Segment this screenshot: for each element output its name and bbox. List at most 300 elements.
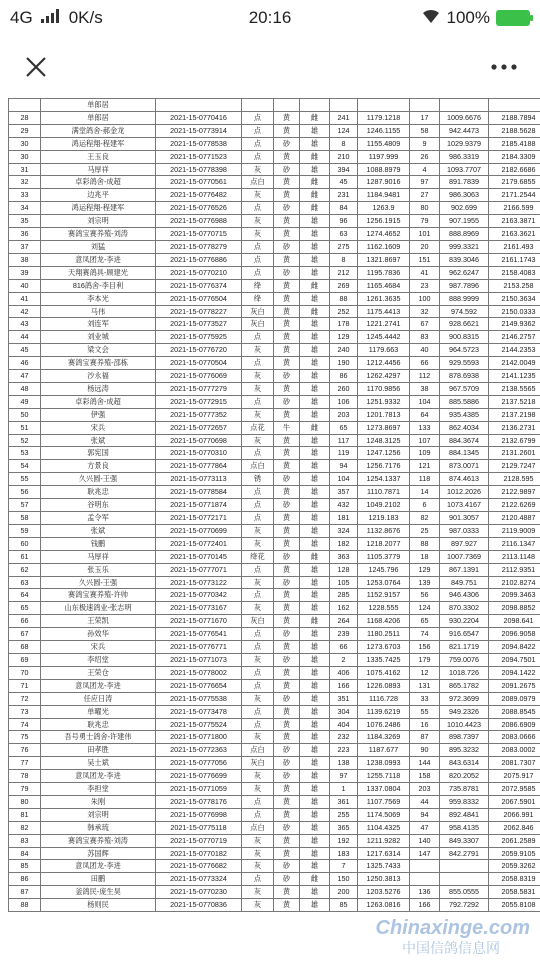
table-cell: 2021-15-0778227 bbox=[156, 305, 242, 318]
table-cell: 杨远涛 bbox=[41, 382, 156, 395]
table-row bbox=[9, 124, 540, 137]
table-cell: 王荣仓 bbox=[41, 666, 156, 679]
table-cell: 黄 bbox=[274, 834, 300, 847]
table-cell: 48 bbox=[9, 382, 41, 395]
table-cell: 874.4613 bbox=[440, 473, 489, 486]
table-cell: 1261.3635 bbox=[358, 292, 410, 305]
table-row bbox=[9, 357, 540, 370]
table-cell: 2021-15-0772657 bbox=[156, 421, 242, 434]
table-cell: 雄 bbox=[300, 344, 330, 357]
table-cell: 满堂鸽舍-郝金龙 bbox=[41, 124, 156, 137]
table-cell: 285 bbox=[330, 589, 358, 602]
table-cell: 136 bbox=[410, 886, 440, 899]
table-cell: 黄 bbox=[274, 615, 300, 628]
table-cell: 2083.0002 bbox=[489, 744, 540, 757]
table-cell: 1116.728 bbox=[358, 692, 410, 705]
table-cell: 雄 bbox=[300, 783, 330, 796]
table-cell: 2188.5628 bbox=[489, 124, 540, 137]
table-cell: 2021-15-0777279 bbox=[156, 382, 242, 395]
table-cell: 2067.5901 bbox=[489, 795, 540, 808]
table-cell: 砂 bbox=[274, 744, 300, 757]
table-cell: 2141.1235 bbox=[489, 370, 540, 383]
table-cell: 点白 bbox=[242, 821, 274, 834]
table-cell: 2021-15-0778176 bbox=[156, 795, 242, 808]
table-cell: 986.3063 bbox=[440, 189, 489, 202]
table-cell: 96 bbox=[330, 215, 358, 228]
table-cell: 雄 bbox=[300, 434, 330, 447]
table-cell: 43 bbox=[9, 318, 41, 331]
table-cell: 2021-15-0776886 bbox=[156, 253, 242, 266]
table-cell: 1179.1218 bbox=[358, 111, 410, 124]
table-cell: 鸿运程翔-程建军 bbox=[41, 202, 156, 215]
table-cell: 1132.8676 bbox=[358, 524, 410, 537]
table-cell: 1165.4684 bbox=[358, 279, 410, 292]
table-cell: 黄 bbox=[274, 589, 300, 602]
table-cell: 190 bbox=[330, 357, 358, 370]
table-row bbox=[9, 279, 540, 292]
table-cell: 2142.0049 bbox=[489, 357, 540, 370]
table-cell: 2021-15-0776699 bbox=[156, 770, 242, 783]
table-cell: 边兆平 bbox=[41, 189, 156, 202]
table-cell: 949.2326 bbox=[440, 705, 489, 718]
table-cell: 雄 bbox=[300, 331, 330, 344]
table-cell: 75 bbox=[9, 731, 41, 744]
table-cell: 砂 bbox=[274, 692, 300, 705]
table-cell: 20 bbox=[410, 240, 440, 253]
nav-bar bbox=[0, 36, 540, 98]
table-cell: 82 bbox=[9, 821, 41, 834]
table-cell: 97 bbox=[330, 770, 358, 783]
table-cell: 2146.2757 bbox=[489, 331, 540, 344]
table-cell: 点 bbox=[242, 331, 274, 344]
table-cell: 144 bbox=[410, 757, 440, 770]
table-cell: 53 bbox=[9, 447, 41, 460]
table-cell: 灰 bbox=[242, 524, 274, 537]
table-cell: 2185.4188 bbox=[489, 137, 540, 150]
table-cell: 2021-15-0770504 bbox=[156, 357, 242, 370]
table-cell: 2021-15-0775524 bbox=[156, 718, 242, 731]
table-cell: 50 bbox=[9, 408, 41, 421]
table-cell: 849.751 bbox=[440, 576, 489, 589]
table-cell: 马伟 bbox=[41, 305, 156, 318]
table-cell: 梁文会 bbox=[41, 344, 156, 357]
table-cell: 灰 bbox=[242, 731, 274, 744]
table-cell: 黄 bbox=[274, 886, 300, 899]
table-cell: 张玉乐 bbox=[41, 563, 156, 576]
table-cell: 59 bbox=[9, 524, 41, 537]
table-cell: 51 bbox=[9, 421, 41, 434]
table-cell: 雄 bbox=[300, 679, 330, 692]
table-cell: 105 bbox=[330, 576, 358, 589]
table-row bbox=[9, 344, 540, 357]
table-cell: 1075.4162 bbox=[358, 666, 410, 679]
table-row bbox=[9, 486, 540, 499]
table-cell: 12 bbox=[410, 666, 440, 679]
table-cell: 9 bbox=[410, 137, 440, 150]
results-image[interactable] bbox=[0, 98, 540, 960]
table-cell: 85 bbox=[330, 899, 358, 912]
table-cell: 80 bbox=[9, 795, 41, 808]
table-cell: 843.6314 bbox=[440, 757, 489, 770]
table-cell: 63 bbox=[330, 228, 358, 241]
table-cell: 901.3057 bbox=[440, 512, 489, 525]
table-cell: 雄 bbox=[300, 266, 330, 279]
table-cell: 1009.6676 bbox=[440, 111, 489, 124]
table-cell: 394 bbox=[330, 163, 358, 176]
table-cell: 999.3321 bbox=[440, 240, 489, 253]
table-cell: 2021-15-0778279 bbox=[156, 240, 242, 253]
table-cell: 砂 bbox=[274, 757, 300, 770]
table-cell: 雄 bbox=[300, 240, 330, 253]
table-cell: 74 bbox=[9, 718, 41, 731]
table-cell: 单郎居 bbox=[41, 99, 156, 112]
table-cell: 2094.1422 bbox=[489, 666, 540, 679]
table-cell: 873.0071 bbox=[440, 460, 489, 473]
network-label: 4G bbox=[10, 8, 33, 27]
table-cell: 2021-15-0777352 bbox=[156, 408, 242, 421]
table-cell: 2021-15-0776526 bbox=[156, 202, 242, 215]
table-cell: 1248.3125 bbox=[358, 434, 410, 447]
table-cell: 129 bbox=[330, 331, 358, 344]
table-cell: 65 bbox=[410, 615, 440, 628]
table-cell: 2058.5831 bbox=[489, 886, 540, 899]
table-cell: 黄 bbox=[274, 718, 300, 731]
table-cell: 点 bbox=[242, 589, 274, 602]
table-cell: 40 bbox=[9, 279, 41, 292]
table-cell: 雌 bbox=[300, 550, 330, 563]
table-cell: 黄 bbox=[274, 331, 300, 344]
table-cell: 1155.4809 bbox=[358, 137, 410, 150]
table-cell: 166 bbox=[330, 679, 358, 692]
table-cell: 点 bbox=[242, 111, 274, 124]
table-cell: 104 bbox=[330, 473, 358, 486]
table-cell: 260 bbox=[330, 382, 358, 395]
table-row bbox=[9, 240, 540, 253]
table-cell: 2098.641 bbox=[489, 615, 540, 628]
table-cell: 2171.2544 bbox=[489, 189, 540, 202]
table-cell: 王荣凯 bbox=[41, 615, 156, 628]
table-cell: 黄 bbox=[274, 344, 300, 357]
table-cell: 64 bbox=[9, 589, 41, 602]
table-cell: 点白 bbox=[242, 460, 274, 473]
table-cell: 2099.3463 bbox=[489, 589, 540, 602]
table-cell: 1273.6703 bbox=[358, 641, 410, 654]
battery-icon bbox=[496, 10, 530, 26]
table-row bbox=[9, 266, 540, 279]
table-cell: 2021-15-0776771 bbox=[156, 641, 242, 654]
table-cell: 雄 bbox=[300, 576, 330, 589]
table-cell: 黄 bbox=[274, 447, 300, 460]
table-cell: 釜鸽民-庞生昊 bbox=[41, 886, 156, 899]
table-cell: 刘连军 bbox=[41, 318, 156, 331]
table-cell: 37 bbox=[9, 240, 41, 253]
table-cell: 绛 bbox=[242, 279, 274, 292]
table-cell: 宋兵 bbox=[41, 641, 156, 654]
table-cell: 雄 bbox=[300, 705, 330, 718]
table-cell: 842.2791 bbox=[440, 847, 489, 860]
table-cell: 吴士斌 bbox=[41, 757, 156, 770]
table-cell: 绛 bbox=[242, 292, 274, 305]
table-cell: 雌 bbox=[300, 305, 330, 318]
table-cell: 任应日涛 bbox=[41, 692, 156, 705]
table-cell: 沙永福 bbox=[41, 370, 156, 383]
table-cell: 灰 bbox=[242, 692, 274, 705]
table-cell: 砂 bbox=[274, 628, 300, 641]
table-cell: 2021-15-0773527 bbox=[156, 318, 242, 331]
table-cell: 275 bbox=[330, 240, 358, 253]
table-cell: 855.0555 bbox=[440, 886, 489, 899]
table-cell: 7 bbox=[330, 860, 358, 873]
table-cell: 38 bbox=[410, 382, 440, 395]
table-cell: 29 bbox=[9, 124, 41, 137]
table-cell: 雄 bbox=[300, 847, 330, 860]
table-cell: 灰 bbox=[242, 344, 274, 357]
table-cell: 156 bbox=[410, 641, 440, 654]
table-cell: 150 bbox=[330, 873, 358, 886]
table-cell: 179 bbox=[410, 653, 440, 666]
table-cell: 946.4306 bbox=[440, 589, 489, 602]
table-cell: 1256.7176 bbox=[358, 460, 410, 473]
table-cell: 94 bbox=[330, 460, 358, 473]
table-cell: 2091.2675 bbox=[489, 679, 540, 692]
table-cell: 点 bbox=[242, 795, 274, 808]
table-cell: 2021-15-0770210 bbox=[156, 266, 242, 279]
table-cell: 赛鸽宝赛养殖-许帅 bbox=[41, 589, 156, 602]
table-cell: 959.8332 bbox=[440, 795, 489, 808]
table-cell: 黄 bbox=[274, 357, 300, 370]
table-cell: 2119.9009 bbox=[489, 524, 540, 537]
table-cell: 赛鸽宝赛养殖-刘涛 bbox=[41, 834, 156, 847]
table-cell: 68 bbox=[9, 641, 41, 654]
table-row bbox=[9, 718, 540, 731]
table-cell: 74 bbox=[410, 628, 440, 641]
table-cell: 87 bbox=[9, 886, 41, 899]
table-cell: 76 bbox=[9, 744, 41, 757]
table-row bbox=[9, 705, 540, 718]
more-button[interactable] bbox=[484, 47, 524, 87]
table-cell: 816鸽舍-李目利 bbox=[41, 279, 156, 292]
table-cell: 2021-15-0770719 bbox=[156, 834, 242, 847]
table-cell: 张斌 bbox=[41, 434, 156, 447]
table-cell: 耿兆忠 bbox=[41, 486, 156, 499]
table-cell: 雄 bbox=[300, 124, 330, 137]
table-cell: 200 bbox=[330, 886, 358, 899]
table-cell: 33 bbox=[410, 692, 440, 705]
table-cell bbox=[440, 860, 489, 873]
table-cell: 1093.7707 bbox=[440, 163, 489, 176]
close-button[interactable] bbox=[16, 47, 56, 87]
table-cell: 黄 bbox=[274, 176, 300, 189]
table-cell: 432 bbox=[330, 499, 358, 512]
table-cell: 178 bbox=[330, 318, 358, 331]
table-cell: 张斌 bbox=[41, 524, 156, 537]
table-cell: 点 bbox=[242, 447, 274, 460]
table-cell: 1228.555 bbox=[358, 602, 410, 615]
table-cell: 孟令军 bbox=[41, 512, 156, 525]
table-cell: 79 bbox=[9, 783, 41, 796]
table-cell: 964.5723 bbox=[440, 344, 489, 357]
table-cell: 1029.9379 bbox=[440, 137, 489, 150]
table-cell: 1187.677 bbox=[358, 744, 410, 757]
table-cell: 56 bbox=[410, 589, 440, 602]
table-cell: 31 bbox=[9, 163, 41, 176]
table-cell: 马厚祥 bbox=[41, 550, 156, 563]
table-cell: 1250.3813 bbox=[358, 873, 410, 886]
table-row bbox=[9, 163, 540, 176]
table-row bbox=[9, 460, 540, 473]
table-cell: 2163.3621 bbox=[489, 228, 540, 241]
table-cell: 902.699 bbox=[440, 202, 489, 215]
table-cell: 72 bbox=[9, 692, 41, 705]
table-cell: 点 bbox=[242, 395, 274, 408]
table-cell: 砂 bbox=[274, 653, 300, 666]
table-cell: 64 bbox=[410, 408, 440, 421]
table-cell: 雄 bbox=[300, 666, 330, 679]
table-cell: 1076.2486 bbox=[358, 718, 410, 731]
table-cell: 2058.8319 bbox=[489, 873, 540, 886]
table-cell: 2021-15-0775925 bbox=[156, 331, 242, 344]
table-cell: 1049.2102 bbox=[358, 499, 410, 512]
table-cell: 2021-15-0770310 bbox=[156, 447, 242, 460]
table-cell bbox=[9, 99, 41, 112]
table-cell: 2021-15-0770342 bbox=[156, 589, 242, 602]
table-cell: 8 bbox=[330, 253, 358, 266]
table-cell: 119 bbox=[330, 447, 358, 460]
table-cell bbox=[156, 99, 242, 112]
table-cell: 灰 bbox=[242, 783, 274, 796]
table-cell: 雄 bbox=[300, 137, 330, 150]
table-cell: 天翔赛鸽具-顾建光 bbox=[41, 266, 156, 279]
table-row bbox=[9, 202, 540, 215]
table-cell: 雄 bbox=[300, 628, 330, 641]
table-cell: 黄 bbox=[274, 318, 300, 331]
table-cell: 雄 bbox=[300, 524, 330, 537]
table-cell: 点花 bbox=[242, 421, 274, 434]
table-cell: 点 bbox=[242, 486, 274, 499]
table-cell: 黄 bbox=[274, 847, 300, 860]
table-cell: 930.2204 bbox=[440, 615, 489, 628]
table-cell: 点 bbox=[242, 499, 274, 512]
table-cell: 895.3232 bbox=[440, 744, 489, 757]
table-cell: 2129.7247 bbox=[489, 460, 540, 473]
table-cell: 181 bbox=[330, 512, 358, 525]
table-cell: 2021-15-0770416 bbox=[156, 111, 242, 124]
table-cell: 2021-15-0776998 bbox=[156, 808, 242, 821]
table-cell: 2136.2731 bbox=[489, 421, 540, 434]
table-cell: 2072.9585 bbox=[489, 783, 540, 796]
table-row bbox=[9, 692, 540, 705]
table-cell: 2021-15-0776482 bbox=[156, 189, 242, 202]
table-cell: 黄 bbox=[274, 292, 300, 305]
table-cell: 63 bbox=[9, 576, 41, 589]
table-cell: 2059.3262 bbox=[489, 860, 540, 873]
table-row bbox=[9, 679, 540, 692]
table-cell: 2021-15-0776374 bbox=[156, 279, 242, 292]
table-cell: 66 bbox=[330, 641, 358, 654]
table-cell: 点 bbox=[242, 641, 274, 654]
table-cell: 223 bbox=[330, 744, 358, 757]
table-cell: 田鹏 bbox=[41, 873, 156, 886]
table-cell: 砂 bbox=[274, 873, 300, 886]
table-cell: 192 bbox=[330, 834, 358, 847]
table-cell: 黄 bbox=[274, 537, 300, 550]
table-cell: 点 bbox=[242, 718, 274, 731]
table-cell: 雄 bbox=[300, 253, 330, 266]
table-cell: 2021-15-0771874 bbox=[156, 499, 242, 512]
table-cell: 986.3319 bbox=[440, 150, 489, 163]
table-cell: 928.6621 bbox=[440, 318, 489, 331]
table-cell: 杨则民 bbox=[41, 899, 156, 912]
table-cell: 雄 bbox=[300, 821, 330, 834]
table-cell: 李绍堂 bbox=[41, 653, 156, 666]
table-cell: 2021-15-0776988 bbox=[156, 215, 242, 228]
table-cell: 2062.846 bbox=[489, 821, 540, 834]
table-cell: 67 bbox=[410, 318, 440, 331]
table-cell: 伊强 bbox=[41, 408, 156, 421]
table-cell: 雌 bbox=[300, 150, 330, 163]
table-cell: 砂 bbox=[274, 202, 300, 215]
table-cell: 83 bbox=[9, 834, 41, 847]
table-cell: 885.5886 bbox=[440, 395, 489, 408]
table-cell: 2021-15-0770561 bbox=[156, 176, 242, 189]
table-cell: 87 bbox=[410, 731, 440, 744]
table-cell: 2021-15-0773167 bbox=[156, 602, 242, 615]
table-row bbox=[9, 189, 540, 202]
table-cell: 黄 bbox=[274, 382, 300, 395]
table-cell: 雄 bbox=[300, 357, 330, 370]
table-cell: 雄 bbox=[300, 447, 330, 460]
table-cell: 32 bbox=[9, 176, 41, 189]
table-cell: 907.1955 bbox=[440, 215, 489, 228]
table-cell: 黄 bbox=[274, 524, 300, 537]
table-cell: 839.3046 bbox=[440, 253, 489, 266]
results-table bbox=[8, 98, 540, 912]
table-cell: 雄 bbox=[300, 757, 330, 770]
table-cell: 雄 bbox=[300, 473, 330, 486]
table-cell: 雄 bbox=[300, 382, 330, 395]
table-cell: 73 bbox=[9, 705, 41, 718]
table-cell: 118 bbox=[410, 473, 440, 486]
table-cell: 2021-15-0773478 bbox=[156, 705, 242, 718]
table-cell: 1195.7836 bbox=[358, 266, 410, 279]
table-row bbox=[9, 783, 540, 796]
table-cell: 雄 bbox=[300, 163, 330, 176]
table-row bbox=[9, 305, 540, 318]
table-cell: 269 bbox=[330, 279, 358, 292]
table-cell: 1337.0804 bbox=[358, 783, 410, 796]
table-cell: 黄 bbox=[274, 705, 300, 718]
table-cell: 57 bbox=[9, 499, 41, 512]
table-cell: 264 bbox=[330, 615, 358, 628]
table-cell: 131 bbox=[410, 679, 440, 692]
table-cell: 黄 bbox=[274, 279, 300, 292]
table-cell: 1246.1155 bbox=[358, 124, 410, 137]
table-cell: 32 bbox=[410, 305, 440, 318]
table-cell: 2 bbox=[330, 653, 358, 666]
table-cell: 点 bbox=[242, 240, 274, 253]
table-cell: 灰 bbox=[242, 770, 274, 783]
table-cell: 雄 bbox=[300, 692, 330, 705]
table-cell: 2102.8274 bbox=[489, 576, 540, 589]
table-cell: 2021-15-0777056 bbox=[156, 757, 242, 770]
table-cell: 2059.9105 bbox=[489, 847, 540, 860]
table-cell: 2138.5565 bbox=[489, 382, 540, 395]
table-cell: 雌 bbox=[300, 279, 330, 292]
table-cell: 240 bbox=[330, 344, 358, 357]
table-cell: 1201.7813 bbox=[358, 408, 410, 421]
table-cell: 182 bbox=[330, 537, 358, 550]
table-cell: 916.6547 bbox=[440, 628, 489, 641]
